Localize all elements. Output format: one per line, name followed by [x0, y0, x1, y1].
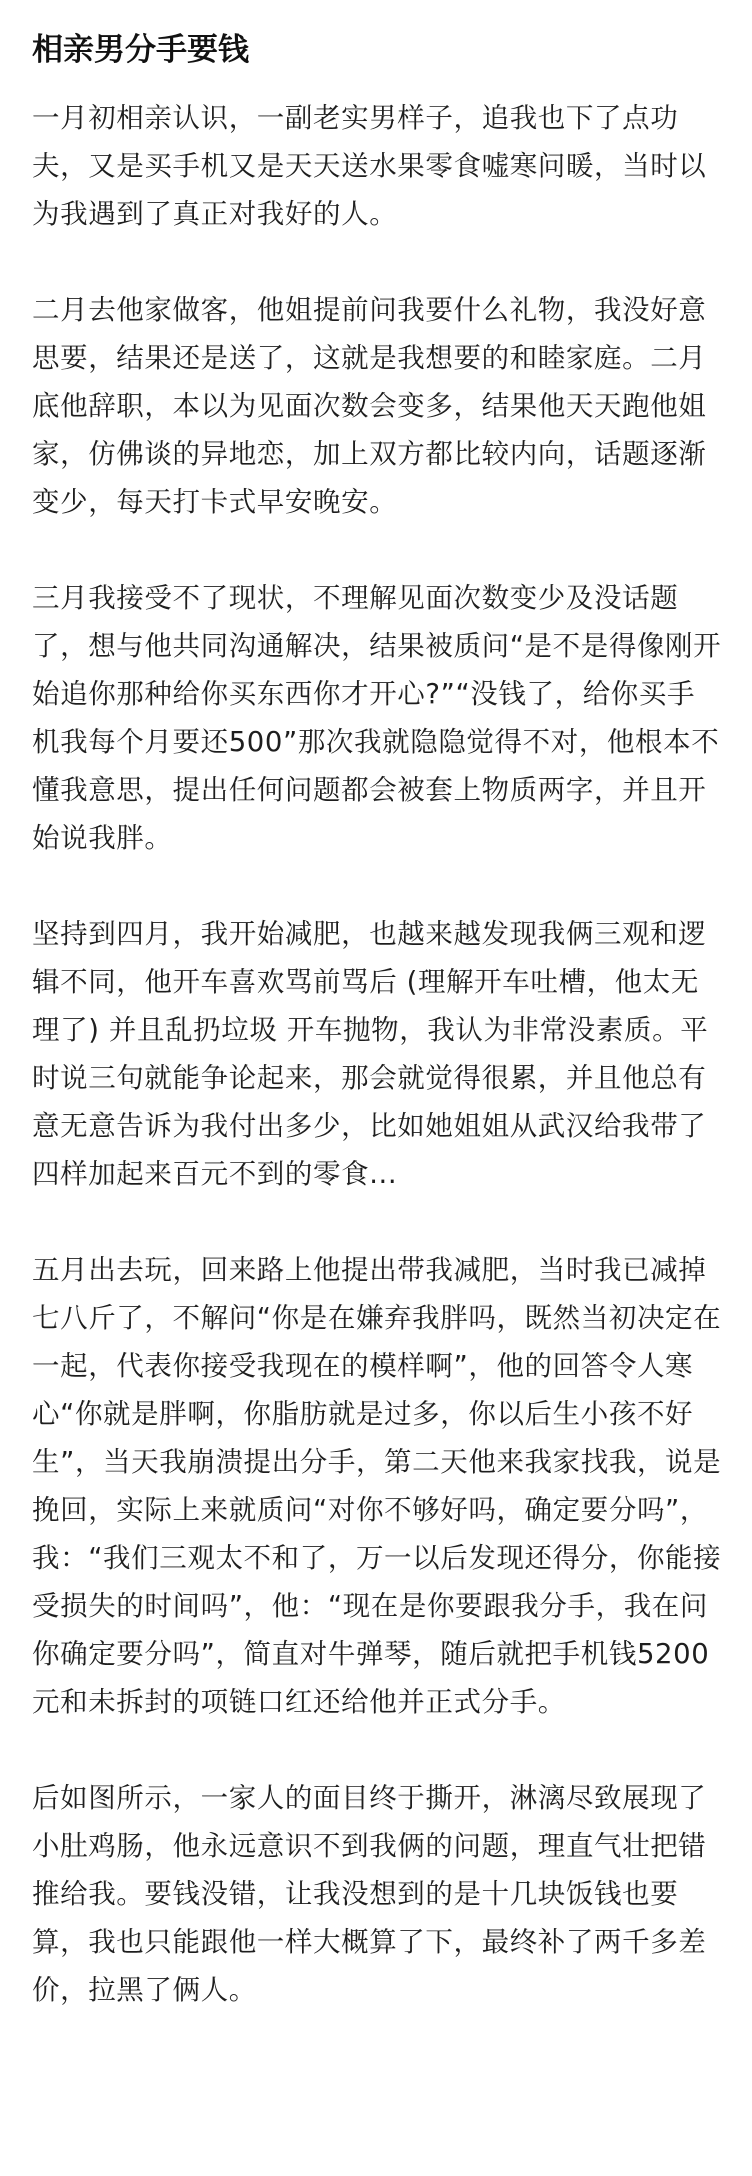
article-paragraph-4: 坚持到四月，我开始减肥，也越来越发现我俩三观和逻辑不同，他开车喜欢骂前骂后 (理解开车吐槽，他太无理了) 并且乱扔垃圾 开车抛物，我认为非常没素质。平时说三句就能争论起来，那会就觉得很累，并且他总有意无意告诉为我付出多少，比如她姐姐从武汉给我带了四样加起来百元不到的零食... [32, 918, 709, 1190]
article-paragraph-1: 一月初相亲认识，一副老实男样子，追我也下了点功夫，又是买手机又是天天送水果零食嘘寒问暖，当时以为我遇到了真正对我好的人。 [32, 102, 707, 230]
article-title: 相亲男分手要钱 [32, 32, 249, 68]
article-paragraph-2: 二月去他家做客，他姐提前问我要什么礼物，我没好意思要，结果还是送了，这就是我想要的和睦家庭。二月底他辞职，本以为见面次数会变多，结果他天天跑他姐家，仿佛谈的异地恋，加上双方都比较内向，话题逐渐变少，每天打卡式早安晚安。 [32, 294, 707, 518]
article-paragraph-6: 后如图所示，一家人的面目终于撕开，淋漓尽致展现了小肚鸡肠，他永远意识不到我俩的问题，理直气壮把错推给我。要钱没错，让我没想到的是十几块饭钱也要算，我也只能跟他一样大概算了下，最终补了两千多差价，拉黑了俩人。 [32, 1782, 707, 2006]
article-paragraph-3: 三月我接受不了现状，不理解见面次数变少及没话题了，想与他共同沟通解决，结果被质问“是不是得像刚开始追你那种给你买东西你才开心?”“没钱了，给你买手机我每个月要还500”那次我就隐隐觉得不对，他根本不懂我意思，提出任何问题都会被套上物质两字，并且开始说我胖。 [32, 582, 722, 854]
article-paragraph-5: 五月出去玩，回来路上他提出带我减肥，当时我已减掉七八斤了，不解问“你是在嫌弃我胖吗，既然当初决定在一起，代表你接受我现在的模样啊”，他的回答令人寒心“你就是胖啊，你脂肪就是过多，你以后生小孩不好生”，当天我崩溃提出分手，第二天他来我家找我，说是挽回，实际上来就质问“对你不够好吗，确定要分吗”，我：“我们三观太不和了，万一以后发现还得分，你能接受损失的时间吗”，他：“现在是你要跟我分手，我在问你确定要分吗”，简直对牛弹琴，随后就把手机钱5200元和未拆封的项链口红还给他并正式分手。 [32, 1254, 722, 1718]
